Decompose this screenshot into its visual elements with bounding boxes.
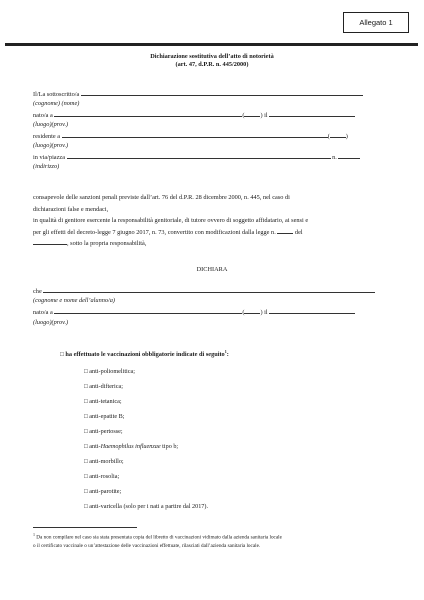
hib-italic: Haemophilus influenzae [100, 443, 161, 450]
student-luogo-hint: (luogo)(prov.) [33, 319, 69, 326]
hib-rest: tipo b; [160, 443, 179, 450]
paren-open: ( [242, 112, 245, 119]
declarant-residence-prov-field[interactable] [327, 132, 346, 140]
vaccine-option[interactable]: □ anti-tetanica; [84, 398, 122, 405]
paragraph-line-5 [33, 238, 391, 250]
document-subtitle: (art. 47, d.P.R. n. 445/2000) [175, 61, 249, 68]
paren-open-2: ( [327, 133, 330, 140]
vaccine-option[interactable]: □ anti-varicella (solo per i nati a partire dal 2017). [84, 503, 209, 510]
student-birthplace-field[interactable] [54, 308, 245, 316]
paragraph-line-2: dichiarazioni false e mendaci, [33, 205, 109, 213]
student-birth-row [33, 308, 355, 316]
student-paren-close-il: ) il [260, 309, 268, 316]
sottoscritto-label: Il/La sottoscritto/a [33, 91, 80, 98]
declarant-residence-row [33, 132, 348, 140]
student-name-row [33, 287, 375, 295]
declarant-residence-field[interactable] [62, 132, 328, 138]
footnote-line-1 [33, 531, 393, 542]
paren-close-il: ) il [260, 112, 268, 119]
header-divider [5, 43, 418, 46]
che-label: che [33, 288, 42, 295]
declarant-birth-prov-field[interactable] [244, 111, 260, 117]
declarant-name-field[interactable] [81, 90, 363, 96]
paragraph-line-1: consapevole delle sanzioni penali previste dall’art. 76 del d.P.R. 28 dicembre 2000, n. 445, nel caso di [33, 194, 290, 201]
vaccinations-heading-colon: : [226, 351, 229, 359]
footnote-ref: 1 [224, 349, 227, 354]
vaccine-option-hib[interactable] [84, 443, 178, 450]
declarant-name-row [33, 90, 363, 98]
allegato-label [343, 12, 409, 33]
cognome-nome-hint: (cognome) (nome) [33, 100, 80, 107]
dichiara-heading: DICHIARA [196, 266, 228, 273]
alunno-hint: (cognome e nome dell’alunno/a) [33, 297, 116, 304]
declarant-birth-row [33, 111, 355, 119]
paragraph-line-4b: del [294, 228, 303, 236]
hib-prefix: □ anti- [84, 443, 101, 450]
document-title: Dichiarazione sostitutiva dell’atto di notorietà [150, 53, 274, 60]
student-nato-label: nato/a a [33, 309, 53, 316]
nato-label: nato/a a [33, 112, 53, 119]
student-paren-open: ( [242, 309, 245, 316]
vaccinations-heading-text: □ ha effettuato le vaccinazioni obbligatorie indicate di seguito [60, 351, 225, 359]
paragraph-line-3: in qualità di genitore esercente la responsabilità genitoriale, di tutore ovvero di soggetto affidatario, ai sensi e [33, 217, 309, 224]
vaccinations-heading[interactable] [60, 349, 229, 358]
vaccine-option[interactable]: □ anti-difterica; [84, 383, 123, 390]
vaccine-option[interactable]: □ anti-poliomelitica; [84, 368, 135, 375]
footnote-number: 1 [33, 532, 35, 537]
allegato-text: Allegato 1 [359, 18, 393, 27]
declarant-address-field[interactable] [67, 153, 331, 159]
footnote-text-1: Da non compilare nel caso sia stata presentata copia del libretto di vaccinazioni vidimato dalla azienda sanitaria locale [35, 534, 282, 541]
paragraph-line-4a: per gli effetti del decreto-legge 7 giugno 2017, n. 73, convertito con modificazioni dalla legge n. [33, 228, 276, 236]
luogo-prov-hint: (luogo)(prov.) [33, 121, 69, 128]
student-name-field[interactable] [43, 287, 375, 293]
via-label: in via/piazza [33, 154, 65, 161]
declarant-birthdate-field[interactable] [269, 111, 355, 117]
paren-close: ) [345, 133, 348, 140]
declarant-birthplace-field[interactable] [54, 111, 245, 119]
student-birthdate-field[interactable] [269, 308, 355, 314]
legge-number-field[interactable] [277, 228, 293, 234]
vaccine-option[interactable]: □ anti-morbillo; [84, 458, 124, 465]
footnote-divider [33, 527, 137, 528]
vaccine-option[interactable]: □ anti-rosolia; [84, 473, 120, 480]
vaccine-option[interactable]: □ anti-pertosse; [84, 428, 123, 435]
footnote-line-2: o il certificato vaccinale o un’attestazione delle vaccinazioni effettuate, rilasciati dall’azienda sanitaria locale. [33, 542, 261, 549]
legge-date-field[interactable] [33, 239, 67, 245]
declarant-address-row [33, 153, 360, 161]
luogo-prov-hint-2: (luogo)(prov.) [33, 142, 69, 149]
numero-label: n. [332, 154, 337, 161]
residente-label: residente a [33, 133, 61, 140]
vaccine-option[interactable]: □ anti-epatite B; [84, 413, 125, 420]
paragraph-line-4 [33, 227, 391, 239]
consapevole-paragraph [33, 192, 391, 250]
indirizzo-hint: (indirizzo) [33, 163, 60, 170]
paragraph-line-5-text: , sotto la propria responsabilità, [67, 240, 147, 247]
footnote [33, 531, 393, 550]
student-birth-prov-field[interactable] [244, 308, 260, 314]
vaccine-option[interactable]: □ anti-parotite; [84, 488, 122, 495]
declarant-number-field[interactable] [338, 153, 360, 159]
